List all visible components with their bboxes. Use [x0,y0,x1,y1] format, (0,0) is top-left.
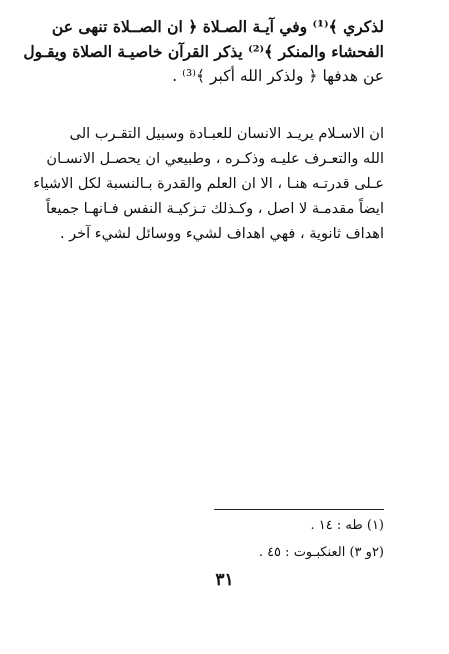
paragraph-2-line-1: ان الاسـلام يريـد الانسان للعبـادة وسبيل التقـرب الى [69,126,384,142]
paragraph-2-line-3: عـلى قدرتـه هنـا ، الا ان العلم والقدرة بـالنسبة لكل الاشياء [33,176,384,192]
paragraph-2-line-5: اهداف ثانوية ، فهي اهداف لشيء ووسائل لشيء آخر . [59,226,384,242]
page-number: ٣١ [215,570,234,590]
paragraph-1-line-1: لذكري ﴾⁽¹⁾ وفي آيـة الصـلاة ﴿ ان الصــلاة تنهى عن [51,17,384,36]
footnote-separator [214,509,384,510]
paragraph-1 [23,14,384,89]
paragraph-1-line-2: الفحشاء والمنكر ﴾⁽²⁾ يذكر القرآن خاصيـة الصلاة ويقـول [23,42,384,61]
paragraph-1-line-3: عن هدفها ﴿ ولذكر الله أكبر ﴾⁽³⁾ . [172,67,384,85]
footnote-1: (١) طه : ١٤ . [310,518,384,533]
paragraph-2-line-2: الله والتعـرف عليـه وذكـره ، وطبيعي ان يحصـل الانسـان [46,151,384,167]
paragraph-2 [33,122,384,247]
footnote-2: (٢و ٣) العنكبـوت : ٤٥ . [258,545,384,560]
paragraph-2-line-4: ايضاً مقدمـة لا اصل ، وكـذلك تـزكيـة النفس فـانهـا جميعاً [45,201,384,217]
